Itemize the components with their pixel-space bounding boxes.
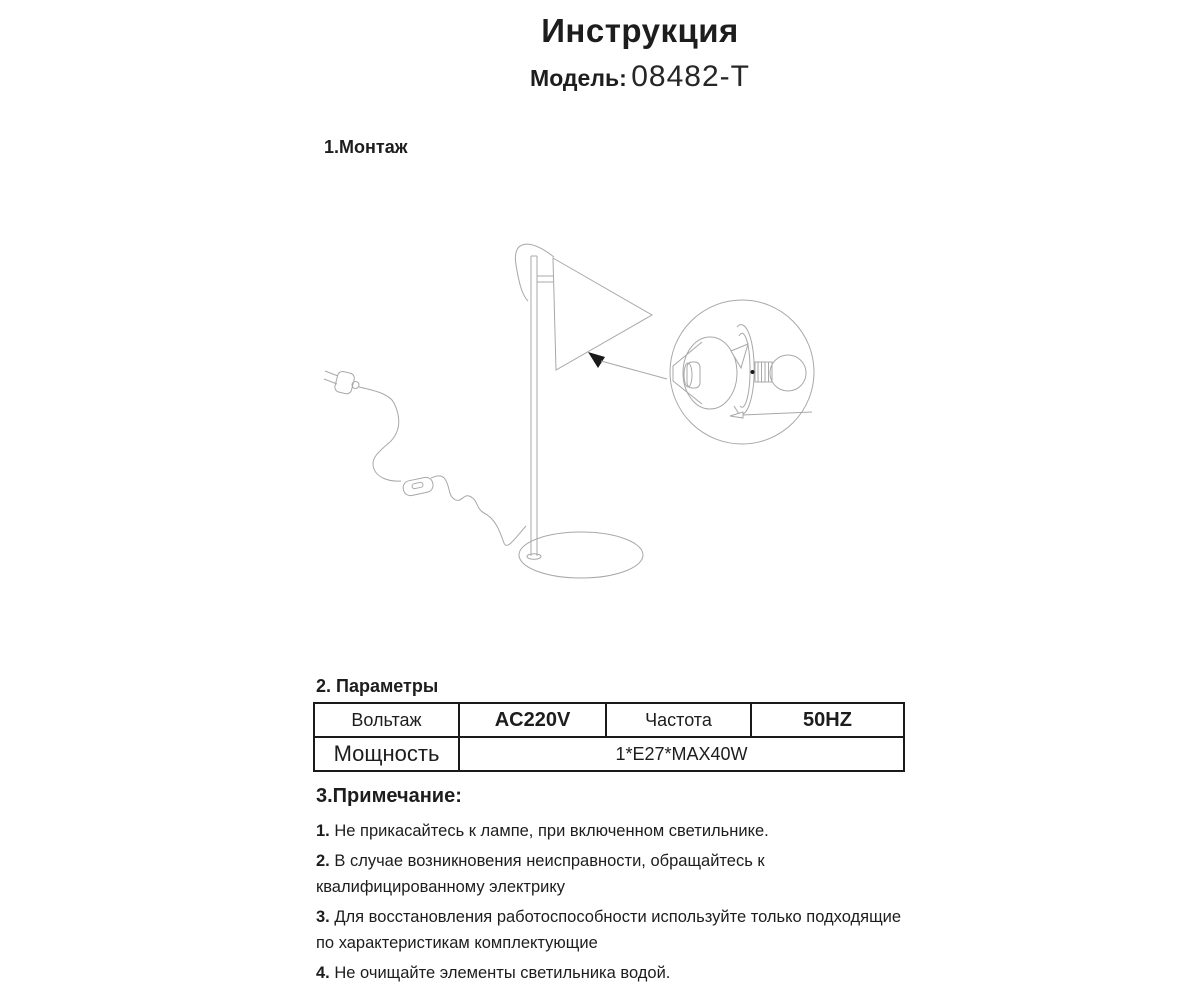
section-heading-montage: 1.Монтаж (324, 137, 408, 157)
table-row (314, 737, 904, 771)
notes-list (316, 818, 916, 990)
rotate-arrow-icon (731, 325, 754, 415)
cord-switch-icon (402, 476, 434, 497)
note-text: Не очищайте элементы светильника водой. (334, 964, 671, 982)
note-number: 1. (316, 822, 330, 840)
pointer-arrow-icon (588, 352, 667, 379)
param-voltage-label: Вольтаж (314, 703, 459, 737)
parameters-table (313, 702, 905, 772)
model-line (340, 60, 940, 94)
note-number: 3. (316, 908, 330, 926)
list-item (316, 848, 916, 900)
lamp-pole-icon (531, 256, 537, 556)
list-item (316, 960, 916, 986)
param-power-value: 1*E27*MAX40W (459, 737, 904, 771)
page-title: Инструкция (541, 12, 739, 49)
note-number: 4. (316, 964, 330, 982)
param-frequency-label: Частота (606, 703, 751, 737)
shade-bracket-icon (537, 276, 553, 282)
lamp-shade-cone-icon (553, 258, 652, 370)
power-plug-icon (324, 370, 359, 394)
param-power-label: Мощность (314, 737, 459, 771)
power-cord-icon (359, 387, 401, 481)
note-text: Не прикасайтесь к лампе, при включенном светильнике. (334, 822, 769, 840)
light-bulb-icon (751, 355, 807, 391)
model-label: Модель: (530, 65, 627, 91)
bulb-install-detail-icon (670, 300, 814, 444)
note-text: Для восстановления работоспособности используйте только подходящие по характеристикам комплектующие (316, 908, 902, 952)
note-text: В случае возникновения неисправности, обращайтесь к квалифицированному электрику (316, 852, 765, 896)
lamp-assembly-drawing (310, 235, 830, 595)
list-item (316, 818, 916, 844)
table-row (314, 703, 904, 737)
note-number: 2. (316, 852, 330, 870)
section-heading-params: 2. Параметры (316, 676, 439, 696)
param-frequency-value: 50HZ (751, 703, 904, 737)
param-voltage-value: AC220V (459, 703, 606, 737)
lamp-base-icon (519, 532, 643, 578)
model-value: 08482-T (631, 60, 750, 93)
section-heading-notes: 3.Примечание: (316, 785, 462, 807)
shade-curl-icon (515, 244, 554, 301)
power-cord-lower-icon (431, 476, 526, 546)
list-item (316, 904, 916, 956)
